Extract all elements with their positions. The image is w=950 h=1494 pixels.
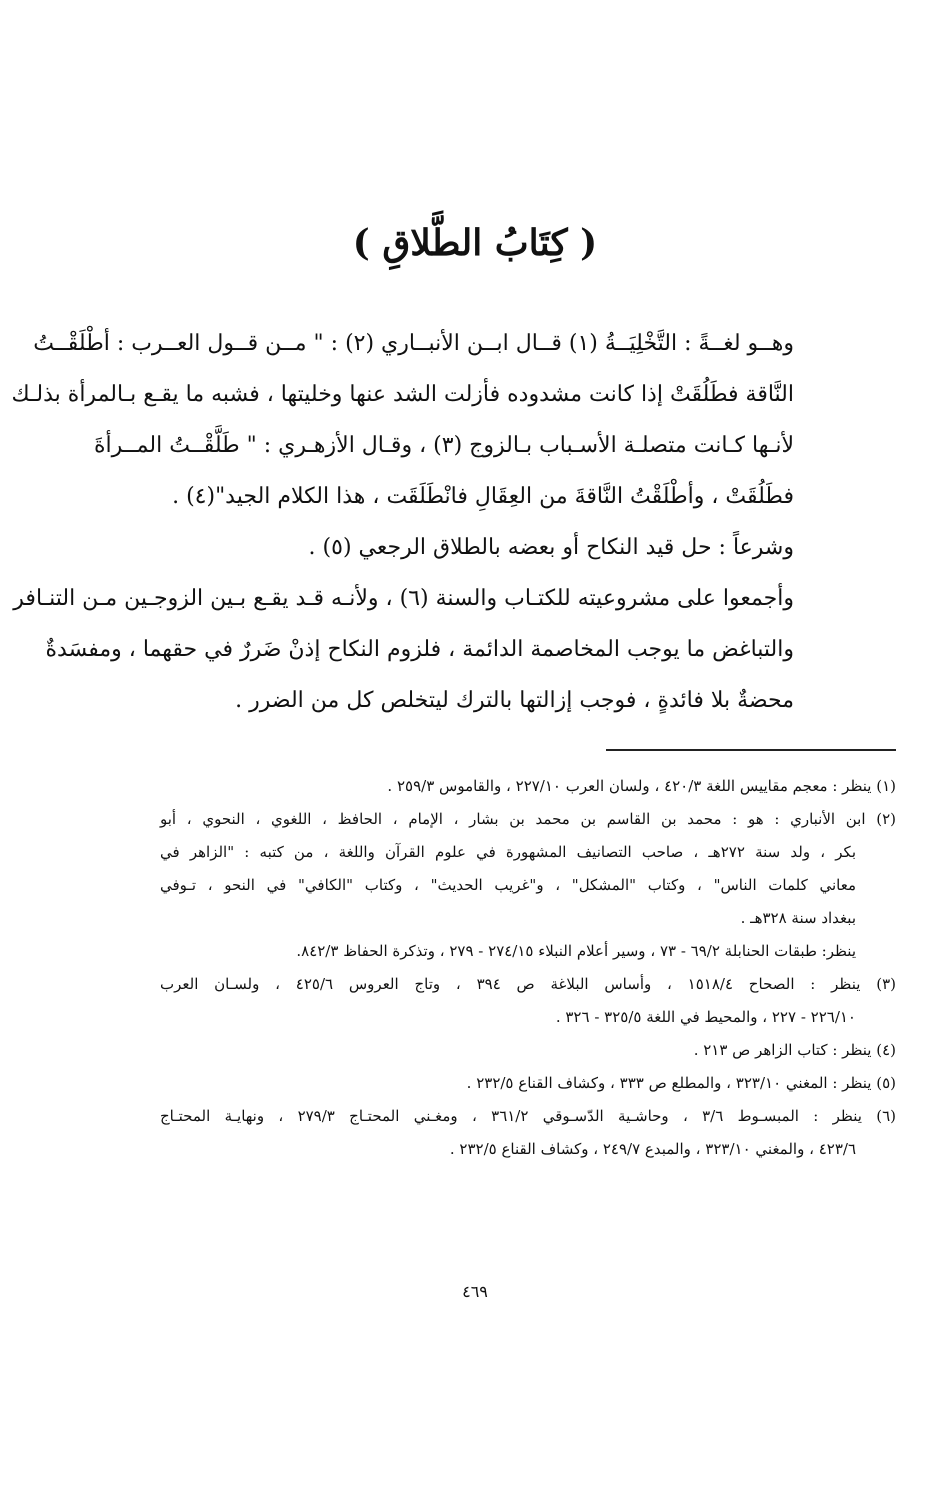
footnote-line: ببغداد سنة ٣٢٨هـ . [740,909,856,927]
footnote-divider [606,749,896,751]
footnote-line: بكر ، ولد سنة ٢٧٢هـ ، صاحب التصانيف المشهورة في علوم القرآن واللغة ، من كتبه : "الزاهر في [160,843,856,861]
main-text-line: وهــو لغــةً : التَّخْلِيَــةُ (١) قــال ابــن الأنبــاري (٢) : " مــن قــول العــرب : أطْلَقْــتُ [33,331,794,356]
chapter-title: ( كِتَابُ الطَّلاقِ ) [352,222,598,264]
main-text-line: وشرعاً : حل قيد النكاح أو بعضه بالطلاق الرجعي (٥) . [308,535,794,560]
footnote-line: معاني كلمات الناس" ، وكتاب "المشكل" ، و"غريب الحديث" ، وكتاب "الكافي" في النحو ، تـوفي [160,876,856,894]
footnote-line: (١) ينظر : معجم مقاييس اللغة ٤٢٠/٣ ، ولسان العرب ٢٢٧/١٠ ، والقاموس ٢٥٩/٣ . [387,777,896,795]
footnote-line: (٢) ابن الأنباري : هو : محمد بن القاسم بن محمد بن بشار ، الإمام ، الحافظ ، اللغوي ، النحوي ، أبو [160,810,896,828]
main-text-line: فطَلُقَتْ ، وأطْلَقْتُ النَّاقةَ من العِقَالِ فانْطَلَقَت ، هذا الكلام الجيد"(٤) . [172,484,794,509]
footnote-line: ٢٢٦/١٠ - ٢٢٧ ، والمحيط في اللغة ٣٢٥/٥ - ٣٢٦ . [555,1008,856,1026]
main-text-line: لأنـها كـانت متصلـة الأسـباب بـالزوج (٣) ، وقـال الأزهـري : " طَلَّقْــتُ المــرأةَ [94,433,794,458]
footnote-line: ٤٢٣/٦ ، والمغني ٣٢٣/١٠ ، والمبدع ٢٤٩/٧ ، وكشاف القناع ٢٣٢/٥ . [449,1140,856,1158]
footnote-line: (٣) ينظر : الصحاح ١٥١٨/٤ ، وأساس البلاغة ص ٣٩٤ ، وتاج العروس ٤٢٥/٦ ، ولسـان العرب [160,975,896,993]
footnotes [160,770,896,1166]
footnote-line: (٤) ينظر : كتاب الزاهر ص ٢١٣ . [693,1041,896,1059]
main-text-line: محضةٌ بلا فائدةٍ ، فوجب إزالتها بالترك ليتخلص كل من الضرر . [235,688,794,713]
main-text-line: النَّاقة فطَلُقَتْ إذا كانت مشدوده فأزلت الشد عنها وخليتها ، فشبه ما يقـع بـالمرأة بذلـك [11,382,794,407]
main-text-line: والتباغض ما يوجب المخاصمة الدائمة ، فلزوم النكاح إذنْ ضَررٌ في حقهما ، ومفسَدةٌ [45,637,794,662]
main-text [11,318,794,726]
footnote-line: (٦) ينظر : المبسـوط ٣/٦ ، وحاشـية الدّسـوقي ٣٦١/٢ ، ومغـني المحتـاج ٢٧٩/٣ ، ونهايـة المحتـاج [160,1107,896,1125]
footnote-line: ينظر: طبقات الحنابلة ٦٩/٢ - ٧٣ ، وسير أعلام النبلاء ٢٧٤/١٥ - ٢٧٩ ، وتذكرة الحفاظ ٨٤٢/٣. [296,942,856,960]
main-text-line: وأجمعوا على مشروعيته للكتـاب والسنة (٦) ، ولأنـه قـد يقـع بـين الزوجـين مـن التنـافر [13,586,794,611]
footnote-line: (٥) ينظر : المغني ٣٢٣/١٠ ، والمطلع ص ٣٣٣ ، وكشاف القناع ٢٣٢/٥ . [466,1074,896,1092]
page-number: ٤٦٩ [462,1282,488,1301]
